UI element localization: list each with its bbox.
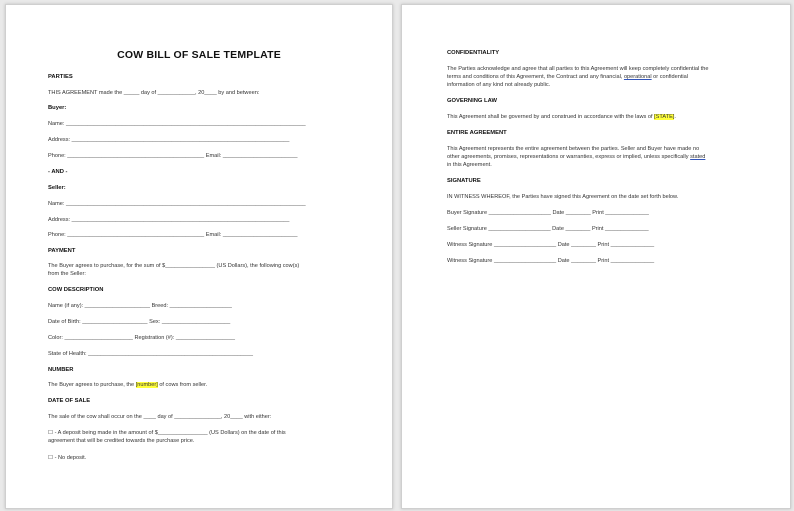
buyer-address-field: Address: ______________________________________________________________________	[48, 137, 290, 143]
confidentiality-line-2	[447, 74, 688, 81]
no-deposit-option: ☐ - No deposit.	[48, 455, 87, 461]
payment-heading: PAYMENT	[48, 248, 76, 254]
seller-heading: Seller:	[48, 185, 66, 191]
witness-signature-line-1: Witness Signature ____________________ Date ________ Print ______________	[447, 242, 655, 248]
seller-address-field: Address: ______________________________________________________________________	[48, 217, 290, 223]
number-heading: NUMBER	[48, 367, 74, 373]
confidentiality-line-2-prefix: terms and conditions of this Agreement, the Contract and any financial,	[447, 74, 624, 80]
signature-heading: SIGNATURE	[447, 178, 481, 184]
parties-heading: PARTIES	[48, 74, 73, 80]
deposit-option-line-1: ☐ - A deposit being made in the amount of $________________ (US Dollars) on the date of this	[48, 430, 286, 436]
entire-agreement-line-2-prefix: other agreements, promises, representations or warranties, express or implied, unless specifically	[447, 154, 691, 160]
document-title: COW BILL OF SALE TEMPLATE	[117, 49, 281, 61]
entire-agreement-line-1: This Agreement represents the entire agreement between the parties. Seller and Buyer have made no	[447, 146, 700, 152]
governing-law-prefix: This Agreement shall be governed by and construed in accordance with the laws of	[447, 114, 655, 120]
seller-name-field: Name: _____________________________________________________________________________	[48, 201, 306, 207]
date-of-sale-line: The sale of the cow shall occur on the ____ day of _______________, 20____ with either:	[48, 414, 272, 420]
cow-color-registration-field: Color: ______________________ Registration (#): ___________________	[48, 335, 235, 341]
cow-dob-sex-field: Date of Birth: _____________________ Sex: ______________________	[48, 319, 231, 325]
and-separator: - AND -	[48, 169, 68, 175]
confidentiality-line-1: The Parties acknowledge and agree that all parties to this Agreement will keep completely confidential the	[447, 66, 709, 72]
operational-underlined-word: operational	[623, 74, 652, 80]
confidentiality-line-3: information of any kind not already public.	[447, 82, 551, 88]
cow-health-field: State of Health: _____________________________________________________	[48, 351, 253, 357]
confidentiality-heading: CONFIDENTIALITY	[447, 50, 500, 56]
entire-agreement-line-3: in this Agreement.	[447, 162, 492, 168]
agreement-line: THIS AGREEMENT made the _____ day of ____________, 20____ by and between:	[48, 90, 260, 96]
number-placeholder: [number]	[135, 382, 158, 388]
seller-signature-line: Seller Signature ____________________ Date ________ Print ______________	[447, 226, 649, 232]
buyer-name-field: Name: _____________________________________________________________________________	[48, 121, 306, 127]
deposit-option-line-2: agreement that will be credited towards the purchase price.	[48, 438, 195, 444]
seller-phone-email-field: Phone: ____________________________________________ Email: ________________________	[48, 232, 298, 238]
governing-law-suffix: .	[674, 114, 676, 120]
in-witness-whereof-line: IN WITNESS WHEREOF, the Parties have signed this Agreement on the date set forth below.	[447, 194, 679, 200]
governing-law-line	[447, 114, 676, 121]
buyer-signature-line: Buyer Signature ____________________ Date ________ Print ______________	[447, 210, 649, 216]
confidentiality-line-2-suffix: or confidential	[651, 74, 689, 80]
entire-agreement-line-2	[447, 154, 705, 161]
state-placeholder: [STATE]	[654, 114, 675, 120]
number-line-suffix: of cows from seller.	[157, 382, 208, 388]
witness-signature-line-2: Witness Signature ____________________ Date ________ Print ______________	[447, 258, 655, 264]
stated-underlined-word: stated	[690, 154, 706, 160]
number-line	[48, 382, 207, 389]
entire-agreement-heading: ENTIRE AGREEMENT	[447, 130, 507, 136]
governing-law-heading: GOVERNING LAW	[447, 98, 497, 104]
payment-line-2: from the Seller:	[48, 271, 86, 277]
document-page-2	[401, 4, 791, 509]
number-line-prefix: The Buyer agrees to purchase, the	[48, 382, 136, 388]
document-page-1	[5, 4, 393, 509]
buyer-phone-email-field: Phone: ____________________________________________ Email: ________________________	[48, 153, 298, 159]
cow-name-breed-field: Name (if any): _____________________ Breed: ____________________	[48, 303, 232, 309]
cow-description-heading: COW DESCRIPTION	[48, 287, 104, 293]
buyer-heading: Buyer:	[48, 105, 67, 111]
date-of-sale-heading: DATE OF SALE	[48, 398, 91, 404]
payment-line-1: The Buyer agrees to purchase, for the sum of $________________ (US Dollars), the following cow(s)	[48, 263, 300, 269]
